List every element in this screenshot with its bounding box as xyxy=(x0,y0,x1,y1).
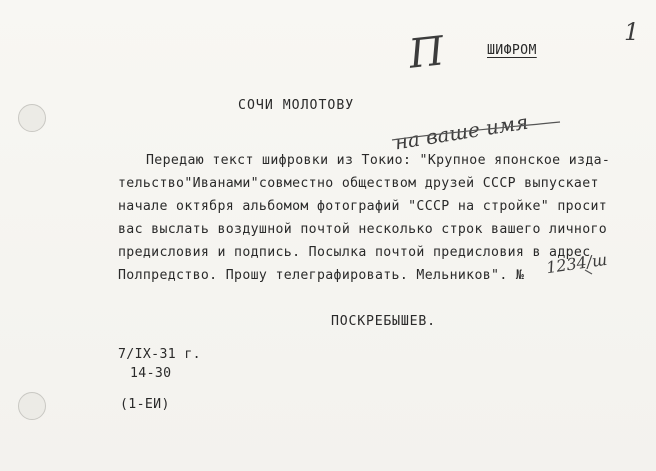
cipher-label: ШИФРОМ xyxy=(487,43,537,58)
body-line: Передаю текст шифровки из Токио: "Крупное японское изда- xyxy=(146,153,611,168)
body-line: предисловия и подпись. Посылка почтой предисловия в адрес xyxy=(118,245,591,260)
body-line: начале октября альбомом фотографий "СССР на стройке" просит xyxy=(118,199,608,214)
body-line: Полпредство. Прошу телеграфировать. Мельников". № xyxy=(118,268,525,283)
handwritten-top-mark: П xyxy=(406,28,447,78)
signature: ПОСКРЕБЫШЕВ. xyxy=(331,314,436,329)
footer-code: (1-ЕИ) xyxy=(120,397,170,412)
handwritten-note: на ваше имя xyxy=(392,109,530,155)
body-line: тельство"Иванами"совместно обществом друзей СССР выпускает xyxy=(118,176,599,191)
number-tick-stroke xyxy=(585,270,592,274)
note-underline-stroke xyxy=(392,122,560,140)
handwritten-number: 1234/ш xyxy=(544,249,609,278)
footer-time: 14-30 xyxy=(130,366,172,381)
body-line: вас выслать воздушной почтой несколько строк вашего личного xyxy=(118,222,608,237)
addressee: СОЧИ МОЛОТОВУ xyxy=(238,98,355,113)
footer-date: 7/IX-31 г. xyxy=(118,347,201,362)
page-number: 1 xyxy=(624,18,640,46)
